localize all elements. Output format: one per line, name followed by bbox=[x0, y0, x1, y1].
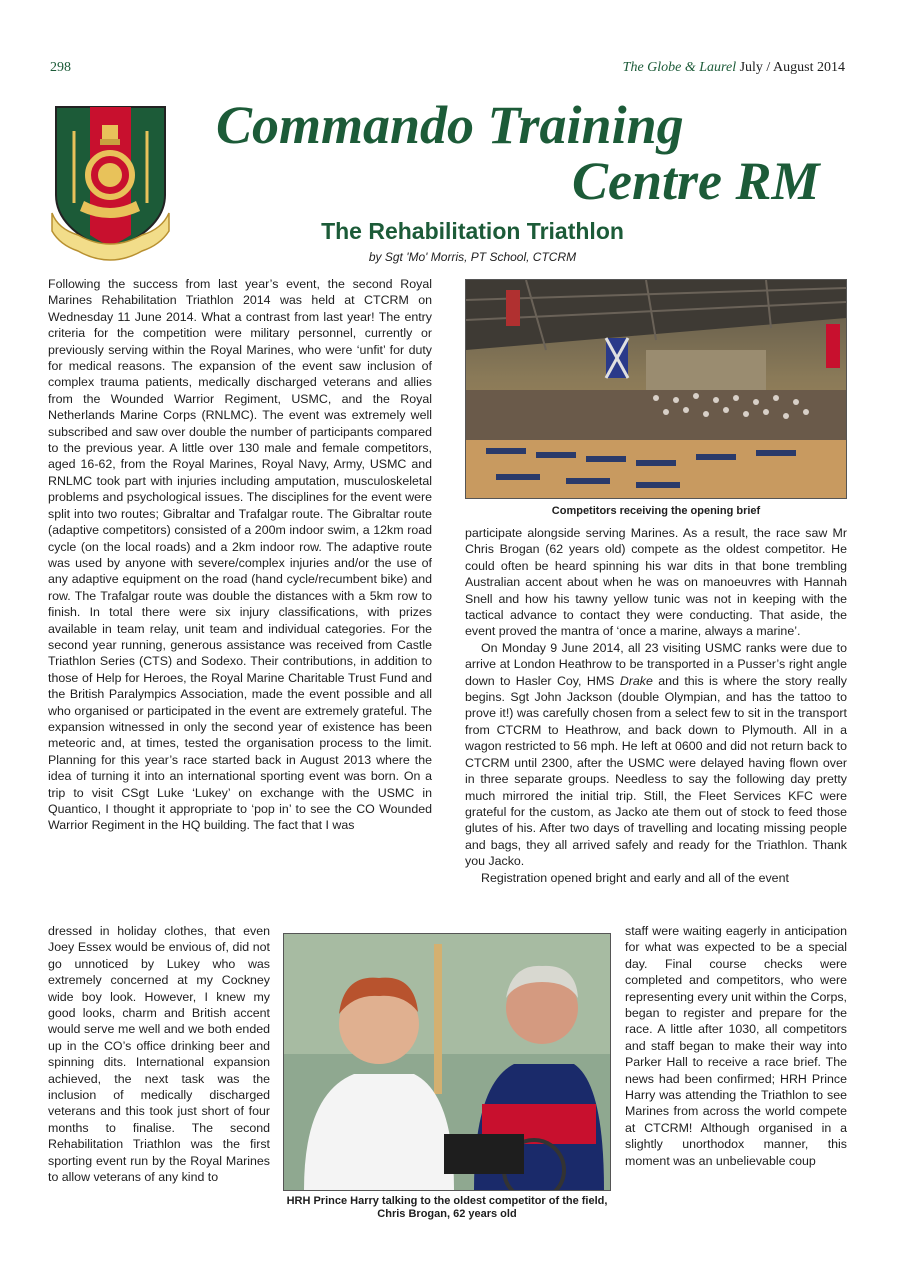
article-column-left bbox=[48, 276, 432, 834]
issue-date: July / August 2014 bbox=[739, 60, 845, 75]
body-paragraph: Registration opened bright and early and all of the event bbox=[481, 870, 789, 885]
article-headline: The Rehabilitation Triathlon bbox=[321, 218, 624, 244]
body-paragraph: Following the success from last year’s event, the second Royal Marines Rehabilitation Triathlon 2014 was held at CTCRM on Wednesday 11 June 2014. What a contrast from last year! The entry criteria for the competition were military personnel, currently or previously serving within the Royal Marines, who were ‘unfit’ for duty for medical reasons. The expansion of the event saw inclusion of complex trauma patients, medically discharged veterans and allies from the Wounded Warrior Regiment, USMC, and the Royal Netherlands Marine Corps (RNLMC). The event was extremely well subscribed and saw over double the number of participants compared to the previous year. A little over 130 male and female competitors, aged 16-62, from the Royal Marines, Royal Navy, Army, USMC and RNLMC took part with injuries including amputation, musculoskeletal problems and psychological issues. The disciplines for the event were split into two routes; Gibraltar and Trafalgar route. The Gibraltar route (adaptive competitors) consisted of a 200m indoor swim, a 12km road cycle (on the local roads) and a 2km indoor row. The adaptive route was used by anyone with severe/complex injuries and/or the use of any adaptive equipment on the road (hand cycle/recumbent bike) and row. The Trafalgar route was double the distances with a 5km row to finish. In total there were six injury classifications, with prizes available in team relay, unit team and individual categories. For the second year running, generous assistance was received from Castle Triathlon Series (CTS) and Sodexo. Their contributions, in addition to those of Help for Heroes, the Royal Marine Charitable Trust Fund and the British Paralympics Association, made the event possible and all who organised or participated in the event are extremely grateful. The expansion witnessed in only the second year of existence has been meteoric and, at times, tested the organisation process to the limit. Planning for this year’s race started back in August 2013 where the idea of turning it into an international sporting event was born. On a trip to visit CSgt Luke ‘Lukey’ on exchange with the USMC in Quantico, I thought it appropriate to ‘pop in’ to see the CO Wounded Warrior Regiment in the HQ building. The fact that I was bbox=[48, 277, 432, 833]
article-column-left-continued bbox=[48, 923, 270, 1186]
competitors-brief-photo bbox=[465, 279, 847, 499]
body-paragraph: staff were waiting eagerly in anticipation for what was expected to be a special day. Final course checks were completed and competitors, who were representing every unit within the Corps, began to register and prepare for the race. A little after 1030, all competitors and staff began to make their way into Parker Hall to receive a race brief. The news had been confirmed; HRH Prince Harry was attending the Triathlon to see Marines from across the world compete at CTCRM! Although organised in a slightly unorthodox manner, this moment was an unbelievable coup bbox=[625, 924, 847, 1168]
photo-caption: HRH Prince Harry talking to the oldest competitor of the field, Chris Brogan, 62 years old bbox=[286, 1195, 608, 1220]
ship-name: Drake bbox=[619, 673, 653, 688]
prince-harry-photo bbox=[283, 933, 611, 1191]
article-column-right-continued bbox=[625, 923, 847, 1169]
publication-name: The Globe & Laurel bbox=[622, 60, 737, 75]
section-title-line-1: Commando Training bbox=[216, 95, 684, 155]
body-paragraph: On Monday 9 June 2014, all 23 visiting USMC ranks were due to arrive at London Heathrow to be transported in a Pusser’s right angle down to Hasler Coy, HMS Drake and this is where the story really begins. Sgt John Jackson (double Olympian, and has the tattoo to prove it!) was carefully chosen from a select few to sit in the transport from CTCRM to Heathrow, and back down to Plymouth. All in a wagon restricted to 56 mph. He left at 0600 and did not return back to CTCRM until 2300, after the USMC were delayed having flown over in three separate groups. Needless to say the following day pretty much mirrored the initial trip. Still, the Fleet Services KFC were grateful for the custom, as Jacko ate them out of stock to feed those glutes of his. After two days of travelling and locating missing people and bags, they all arrived safely and ready for the Triathlon. Thank you Jacko. bbox=[465, 640, 847, 869]
photo-caption: Competitors receiving the opening brief bbox=[551, 505, 761, 517]
page-number: 298 bbox=[50, 60, 71, 75]
running-header bbox=[623, 60, 845, 76]
article-column-right bbox=[465, 525, 847, 886]
article-byline: by Sgt 'Mo' Morris, PT School, CTCRM bbox=[368, 250, 577, 264]
body-paragraph: participate alongside serving Marines. As a result, the race saw Mr Chris Brogan (62 years old) compete as the oldest competitor. He could often be heard spinning his war dits in that bone trembling Australian accent about when he was on manoeuvres with Hannah Snell and how his tawny yellow tunic was not in keeping with the tactical advance to contact they were conducting. That aside, the event proved the mantra of ‘once a marine, always a marine’. bbox=[465, 526, 847, 639]
section-title-line-2: Centre RM bbox=[572, 151, 820, 211]
body-paragraph: dressed in holiday clothes, that even Joey Essex would be envious of, did not go unnoticed by Lukey who was extremely concerned at my Cockney wide boy look. However, I knew my good looks, charm and British accent would serve me well and we both ended up in the CO’s office drinking beer and spinning dits. International expansion achieved, the next task was the inclusion of medically discharged veterans and this took just short of four months to finalise. The second Rehabilitation Triathlon was the first sporting event run by the Royal Marines to allow veterans of any kind to bbox=[48, 924, 270, 1185]
